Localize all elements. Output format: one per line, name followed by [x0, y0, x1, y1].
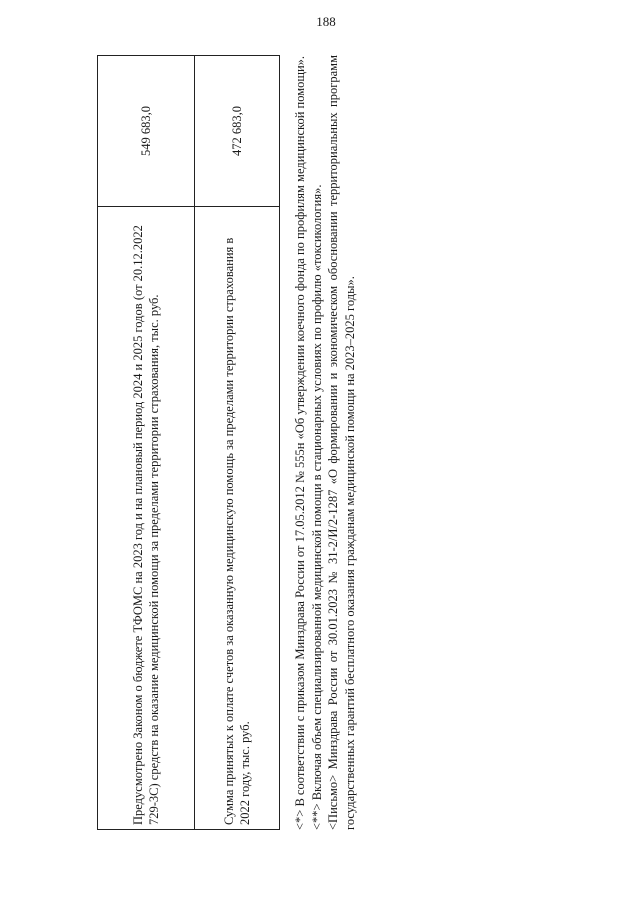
row-value: 472 683,0	[195, 56, 280, 207]
table-row	[195, 56, 280, 830]
footnote: <*> В соответствии с приказом Минздрава России от 17.05.2012 № 555н «Об утверждении коечного фонда по профилям медицинской помощи».	[293, 55, 307, 830]
budget-table	[97, 55, 280, 830]
table-row	[98, 56, 195, 830]
row-label: Сумма принятых к оплате счетов за оказанную медицинскую помощь за пределами территории страхования в 2022 году, тыс. руб.	[195, 207, 280, 830]
row-label: Предусмотрено Законом о бюджете ТФОМС на 2023 год и на плановый период 2024 и 2025 годов (от 20.12.2022 729-3С) средств на оказание медицинской помощи за пределами территории страхования, тыс. руб.	[98, 207, 195, 830]
footnotes	[292, 55, 358, 830]
footnote: <Письмо> Минздрава России от 30.01.2023 № 31-2/И/2-1287 «О формировании и экономическом обосновании территориальных программ государственных гарантий бесплатного оказания гражданам медицинской помощи на 2023–2025 годы».	[326, 55, 357, 830]
page-number: 188	[316, 14, 336, 29]
row-value: 549 683,0	[98, 56, 195, 207]
footnote: <**> Включая объем специализированной медицинской помощи в стационарных условиях по профилю «токсикология».	[309, 184, 324, 830]
rotated-content	[97, 55, 397, 830]
